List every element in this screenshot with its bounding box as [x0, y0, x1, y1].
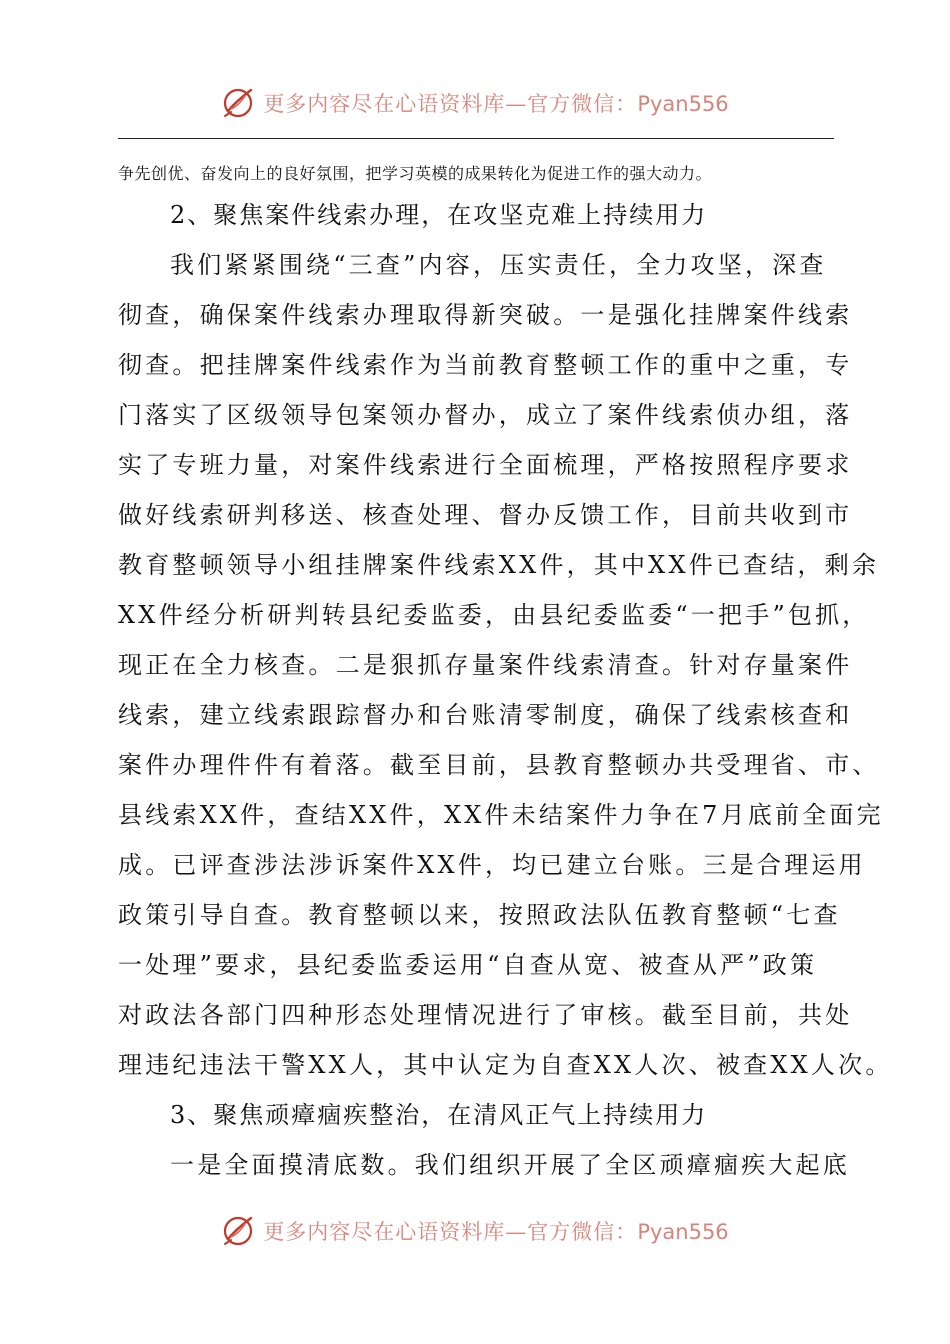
- paragraph-line: 对政法各部门四种形态处理情况进行了审核。截至目前，共处: [118, 1001, 853, 1029]
- pen-logo-icon: [221, 1213, 257, 1249]
- section-heading: 3、聚焦顽瘴痼疾整治，在清风正气上持续用力: [170, 1101, 708, 1129]
- section-heading: 2、聚焦案件线索办理，在攻坚克难上持续用力: [170, 201, 708, 229]
- paragraph-line: 我们紧紧围绕“三查”内容，压实责任，全力攻坚，深查: [170, 251, 827, 279]
- paragraph-line: 门落实了区级领导包案领办督办，成立了案件线索侦办组，落: [118, 401, 853, 429]
- watermark-text: 更多内容尽在心语资料库—官方微信：Pyan556: [263, 1220, 729, 1244]
- paragraph-line: 实了专班力量，对案件线索进行全面梳理，严格按照程序要求: [118, 451, 853, 479]
- header-watermark: [0, 81, 950, 125]
- pen-logo-icon: [221, 85, 257, 121]
- paragraph-line: 一处理”要求，县纪委监委运用“自查从宽、被查从严”政策: [118, 951, 818, 979]
- paragraph-line: 案件办理件件有着落。截至目前，县教育整顿办共受理省、市、: [118, 751, 880, 779]
- header-divider: [118, 138, 834, 139]
- footer-watermark: [0, 1209, 950, 1253]
- paragraph-line: 彻查，确保案件线索办理取得新突破。一是强化挂牌案件线索: [118, 301, 853, 329]
- paragraph-line: 成。已评查涉法涉诉案件XX件，均已建立台账。三是合理运用: [118, 851, 866, 879]
- paragraph-line: XX件经分析研判转县纪委监委，由县纪委监委“一把手”包抓，: [118, 601, 870, 629]
- watermark-text: 更多内容尽在心语资料库—官方微信：Pyan556: [263, 92, 729, 116]
- paragraph-line: 现正在全力核查。二是狠抓存量案件线索清查。针对存量案件: [118, 651, 853, 679]
- paragraph-line: 线索，建立线索跟踪督办和台账清零制度，确保了线索核查和: [118, 701, 853, 729]
- intro-line: 争先创优、奋发向上的良好氛围，把学习英模的成果转化为促进工作的强大动力。: [118, 164, 713, 183]
- paragraph-line: 政策引导自查。教育整顿以来，按照政法队伍教育整顿“七查: [118, 901, 841, 929]
- document-body: [118, 190, 893, 1190]
- paragraph-line: 理违纪违法干警XX人，其中认定为自查XX人次、被查XX人次。: [118, 1051, 893, 1079]
- paragraph-line: 一是全面摸清底数。我们组织开展了全区顽瘴痼疾大起底: [170, 1151, 850, 1179]
- paragraph-line: 彻查。把挂牌案件线索作为当前教育整顿工作的重中之重，专: [118, 351, 853, 379]
- paragraph-line: 教育整顿领导小组挂牌案件线索XX件，其中XX件已查结，剩余: [118, 551, 880, 579]
- paragraph-line: 做好线索研判移送、核查处理、督办反馈工作，目前共收到市: [118, 501, 853, 529]
- paragraph-line: 县线索XX件，查结XX件，XX件未结案件力争在7月底前全面完: [118, 801, 884, 829]
